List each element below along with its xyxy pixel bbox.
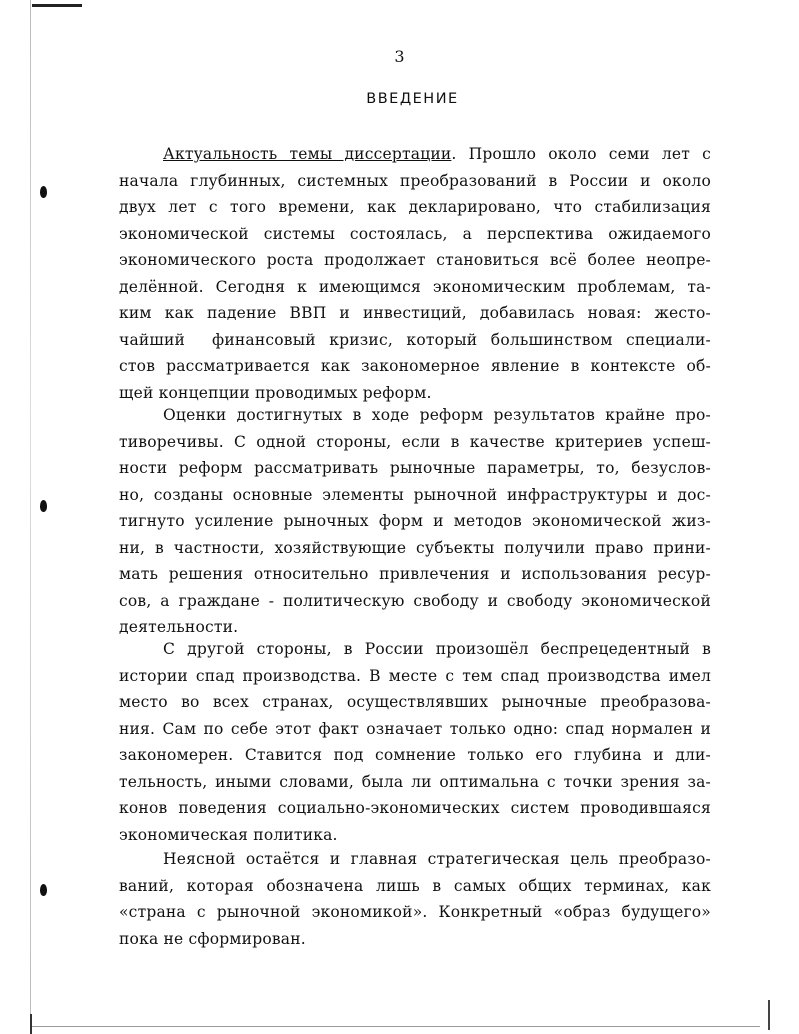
text-line: истории спад производства. В месте с тем спад производства имел bbox=[119, 666, 711, 685]
page-title: ВВЕДЕНИЕ bbox=[366, 91, 459, 107]
text-line: экономической системы состоялась, а перспектива ожидаемого bbox=[119, 224, 711, 243]
text-line: мать решения относительно привлечения и использования ресур- bbox=[119, 565, 711, 583]
text-line: тигнуто усиление рыночных форм и методов экономической жиз- bbox=[119, 512, 711, 530]
text-line: начала глубинных, системных преобразований в России и около bbox=[119, 171, 711, 190]
text-line: пока не сформирован. bbox=[119, 929, 306, 948]
text-line: Оценки достигнутых в ходе реформ результатов крайне про- bbox=[163, 406, 711, 424]
punch-hole-mark bbox=[40, 884, 47, 896]
scan-bottom-line bbox=[30, 1026, 760, 1027]
punch-hole-mark bbox=[40, 500, 47, 512]
text-line: сов, а граждане - политическую свободу и свободу экономической bbox=[119, 591, 711, 610]
text-line: тиворечивы. С одной стороны, если в качестве критериев успеш- bbox=[119, 432, 711, 451]
text-line: стов рассматривается как закономерное явление в контексте об- bbox=[119, 357, 711, 375]
text-line: чайший финансовый кризис, который большинством специали- bbox=[119, 330, 711, 349]
text-line: тельность, иными словами, была ли оптимальна с точки зрения за- bbox=[119, 772, 711, 791]
text-line: делённой. Сегодня к имеющимся экономическим проблемам, та- bbox=[119, 277, 711, 296]
paragraph-decline bbox=[119, 636, 711, 848]
scan-top-mark bbox=[32, 4, 82, 7]
text-line: ни, в частности, хозяйствующие субъекты получили право прини- bbox=[119, 538, 711, 557]
scan-bottom-tick bbox=[30, 1014, 32, 1034]
text-line: ния. Сам по себе этот факт означает только одно: спад нормален и bbox=[119, 719, 711, 738]
text-line: но, созданы основные элементы рыночной инфраструктуры и дос- bbox=[119, 485, 711, 504]
paragraph-relevance bbox=[119, 141, 711, 406]
text-line: Неясной остаётся и главная стратегическая цель преобразо- bbox=[163, 850, 711, 868]
text-line: Актуальность темы диссертации. Прошло около семи лет с bbox=[163, 145, 711, 163]
text-line: место во всех странах, осуществлявших рыночные преобразова- bbox=[119, 693, 711, 711]
paragraph-strategy bbox=[119, 846, 711, 952]
text-line: С другой стороны, в России произошёл беспрецедентный в bbox=[163, 640, 711, 658]
text-line: «страна с рыночной экономикой». Конкретный «образ будущего» bbox=[119, 903, 711, 921]
text-line: ким как падение ВВП и инвестиций, добавилась новая: жесто- bbox=[119, 304, 711, 322]
text-line: ности реформ рассматривать рыночные параметры, то, безуслов- bbox=[119, 459, 711, 477]
scan-edge-line bbox=[30, 0, 31, 1034]
text-line: экономическая политика. bbox=[119, 825, 338, 844]
punch-hole-mark bbox=[40, 186, 47, 198]
page-number: 3 bbox=[394, 47, 405, 66]
text-line: ваний, которая обозначена лишь в самых общих терминах, как bbox=[119, 876, 711, 895]
text-line: закономерен. Ставится под сомнение только его глубина и дли- bbox=[119, 746, 711, 764]
text-line: щей концепции проводимых реформ. bbox=[119, 383, 432, 402]
text-line: двух лет с того времени, как декларировано, что стабилизация bbox=[119, 198, 711, 216]
scan-right-mark bbox=[768, 1000, 770, 1030]
text-line: конов поведения социально-экономических систем проводившаяся bbox=[119, 799, 711, 817]
paragraph-assessment bbox=[119, 402, 711, 641]
text-line: экономического роста продолжает становиться всё более неопре- bbox=[119, 251, 711, 269]
underlined-heading: Актуальность темы диссертации bbox=[163, 145, 452, 163]
text-line: деятельности. bbox=[119, 618, 239, 636]
